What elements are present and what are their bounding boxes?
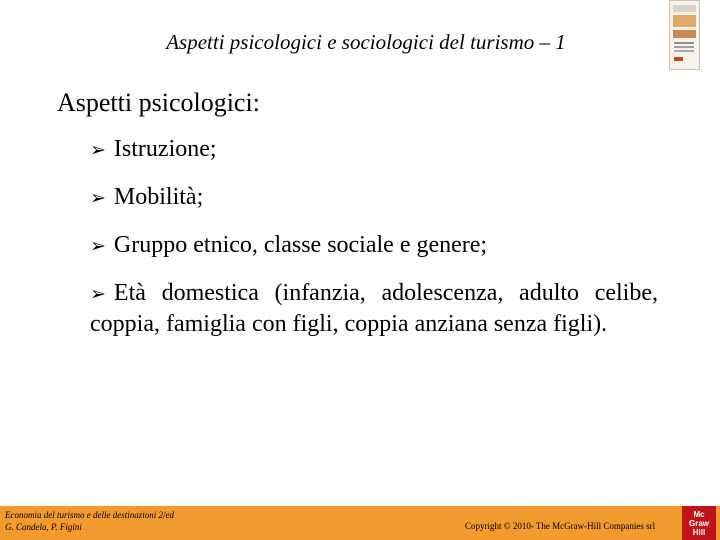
list-item xyxy=(90,134,658,165)
bullet-text: Mobilità; xyxy=(113,184,204,210)
section-heading: Aspetti psicologici: xyxy=(57,88,260,117)
slide-title: Aspetti psicologici e sociologici del turismo – 1 xyxy=(166,30,566,54)
footer-book-credit xyxy=(5,509,174,533)
arrow-bullet-icon: ➢ xyxy=(90,235,106,257)
bullet-text: Gruppo etnico, classe sociale e genere; xyxy=(113,232,488,258)
book-cover-thumbnail xyxy=(669,0,700,70)
arrow-bullet-icon: ➢ xyxy=(90,139,106,161)
list-item xyxy=(90,182,658,213)
publisher-logo xyxy=(682,506,716,540)
arrow-bullet-icon: ➢ xyxy=(90,283,106,305)
footer-copyright: Copyright © 2010- The McGraw-Hill Companies srl xyxy=(465,521,656,531)
logo-text: Hill xyxy=(692,527,706,537)
footer-bar xyxy=(0,506,720,540)
bullet-text: Istruzione; xyxy=(113,136,217,162)
bullet-text: Età domestica (infanzia, adolescenza, adulto celibe, coppia, famiglia con figli, coppia anziana senza figli). xyxy=(90,280,658,337)
list-item xyxy=(90,230,658,261)
logo-text: Mc xyxy=(693,509,705,519)
footer-book-title: Economia del turismo e delle destinazioni 2/ed xyxy=(5,510,174,520)
bullet-list xyxy=(90,134,658,356)
logo-text: Graw xyxy=(688,518,709,528)
footer-authors: G. Candela, P. Figini xyxy=(5,522,82,532)
arrow-bullet-icon: ➢ xyxy=(90,187,106,209)
list-item xyxy=(90,278,658,339)
